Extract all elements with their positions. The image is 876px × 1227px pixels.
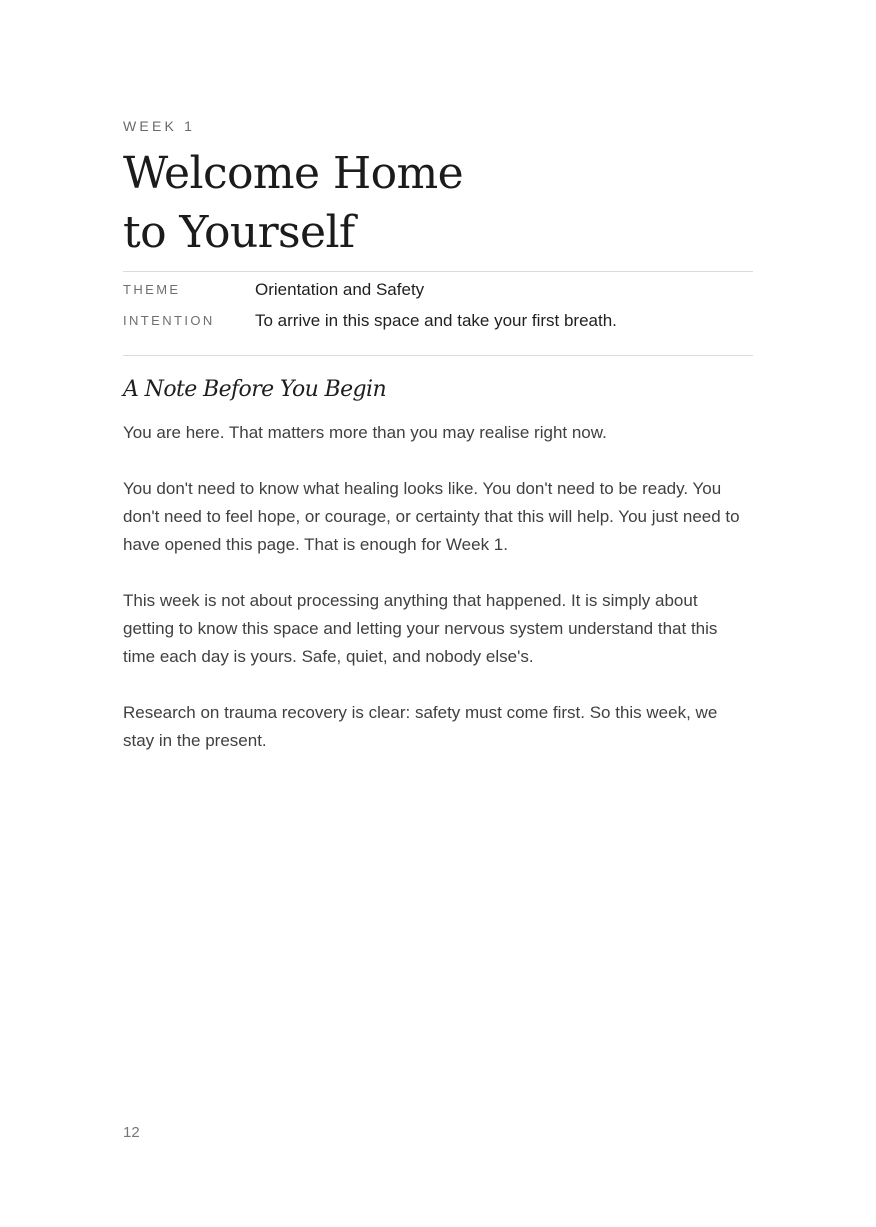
- note-body: [123, 419, 753, 755]
- paragraph-4: Research on trauma recovery is clear: safety must come first. So this week, we stay in the present.: [123, 703, 718, 750]
- note-heading: A Note Before You Begin: [123, 377, 387, 402]
- page-number: 12: [123, 1124, 140, 1141]
- intention-label: INTENTION: [123, 313, 215, 328]
- intention-value: To arrive in this space and take your first breath.: [255, 311, 617, 330]
- page-title: [123, 144, 753, 262]
- title-line-1: Welcome Home: [123, 148, 464, 199]
- week-label: WEEK 1: [123, 118, 196, 134]
- meta-table: [123, 271, 753, 356]
- meta-row-intention: [123, 311, 753, 333]
- page-content: [123, 117, 753, 783]
- paragraph-2: You don't need to know what healing looks like. You don't need to be ready. You don't need to feel hope, or courage, or certainty that this will help. You just need to have opened this page. That is enough for Week 1.: [123, 479, 740, 554]
- meta-row-theme: [123, 280, 753, 302]
- title-line-2: to Yourself: [123, 207, 355, 258]
- theme-value: Orientation and Safety: [255, 280, 425, 299]
- paragraph-1: You are here. That matters more than you may realise right now.: [123, 423, 607, 442]
- theme-label: THEME: [123, 282, 181, 297]
- paragraph-3: This week is not about processing anything that happened. It is simply about getting to know this space and letting your nervous system understand that this time each day is yours. Safe, quiet, and nobody else's.: [123, 591, 718, 666]
